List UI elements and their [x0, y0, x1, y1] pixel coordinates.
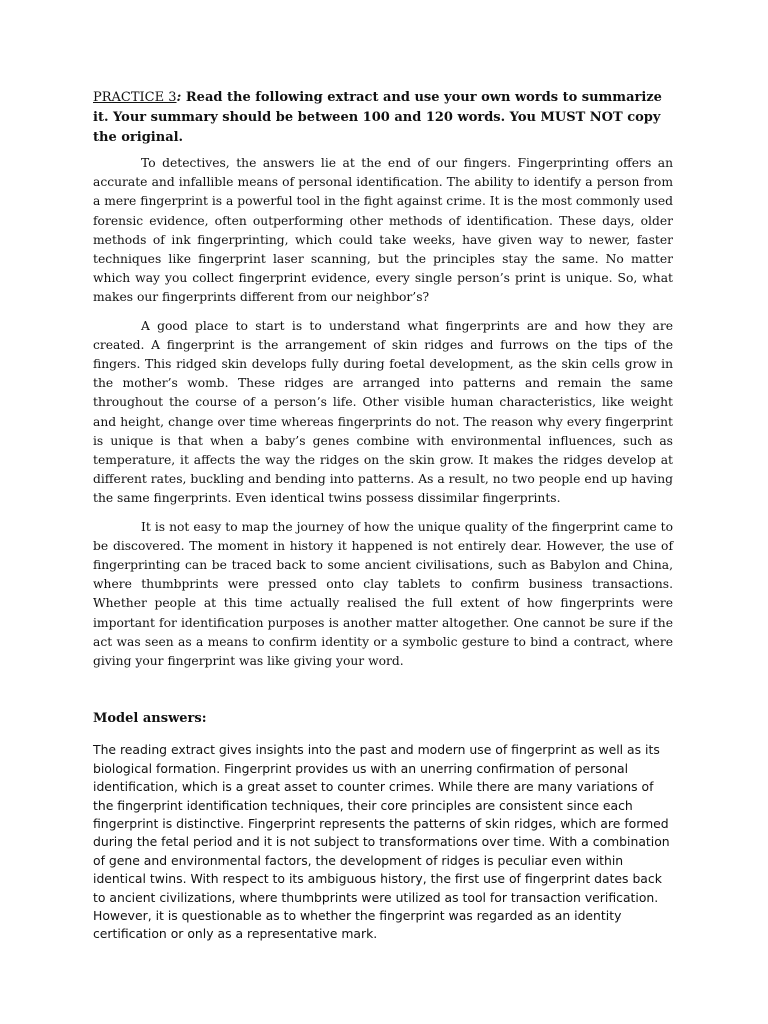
extract-paragraph-2: A good place to start is to understand what fingerprints are and how they are created. A fingerprint is the arrangement of skin ridges and furrows on the tips of the fingers. This ridged skin develops fully during foetal development, as the skin cells grow in the mother’s womb. These ridges are arranged into patterns and remain the same throughout the course of a person’s life. Other visible human characteristics, like weight and height, change over time whereas fingerprints do not. The reason why every fingerprint is unique is that when a baby’s genes combine with environmental influences, such as temperature, it affects the way the ridges on the skin grow. It makes the ridges develop at different rates, buckling and bending into patterns. As a result, no two people end up having the same fingerprints. Even identical twins possess dissimilar fingerprints. — [93, 318, 673, 506]
practice-label: PRACTICE 3 — [93, 90, 177, 105]
instruction-text: Read the following extract and use your own words to summarize it. Your summary should be between 100 and 120 words. You MUST NOT copy the original. — [93, 90, 662, 145]
model-answer-paragraph: The reading extract gives insights into the past and modern use of fingerprint as well as its biological formation. Fingerprint provides us with an unerring confirmation of personal identification, which is a great asset to counter crimes. While there are many variations of the fingerprint identification techniques, their core principles are consistent since each fingerprint is distinctive. Fingerprint represents the patterns of skin ridges, which are formed during the fetal period and it is not subject to transformations over time. With a combination of gene and environmental factors, the development of ridges is peculiar even within identical twins. With respect to its ambiguous history, the first use of fingerprint dates back to ancient civilizations, where thumbprints were utilized as tool for transaction verification. However, it is questionable as to whether the fingerprint was regarded as an identity certification or only as a representative mark. — [93, 742, 670, 942]
model-answers-heading: Model answers: — [93, 711, 207, 727]
practice-instruction — [93, 88, 673, 148]
extract-paragraph-1: To detectives, the answers lie at the end of our fingers. Fingerprinting offers an accurate and infallible means of personal identification. The ability to identify a person from a mere fingerprint is a powerful tool in the fight against crime. It is the most commonly used forensic evidence, often outperforming other methods of identification. These days, older methods of ink fingerprinting, which could take weeks, have given way to newer, faster techniques like fingerprint laser scanning, but the principles stay the same. No matter which way you collect fingerprint evidence, every single person’s print is unique. So, what makes our fingerprints different from our neighbor’s? — [93, 156, 673, 305]
document-page — [93, 88, 673, 944]
practice-colon: : — [176, 90, 182, 105]
extract-paragraph-3: It is not easy to map the journey of how the unique quality of the fingerprint came to be discovered. The moment in history it happened is not entirely dear. However, the use of fingerprinting can be traced back to some ancient civilisations, such as Babylon and China, where thumbprints were pressed onto clay tablets to confirm business transactions. Whether people at this time actually realised the full extent of how fingerprints were important for identification purposes is another matter altogether. One cannot be sure if the act was seen as a means to confirm identity or a symbolic gesture to bind a contract, where giving your fingerprint was like giving your word. — [93, 519, 673, 669]
